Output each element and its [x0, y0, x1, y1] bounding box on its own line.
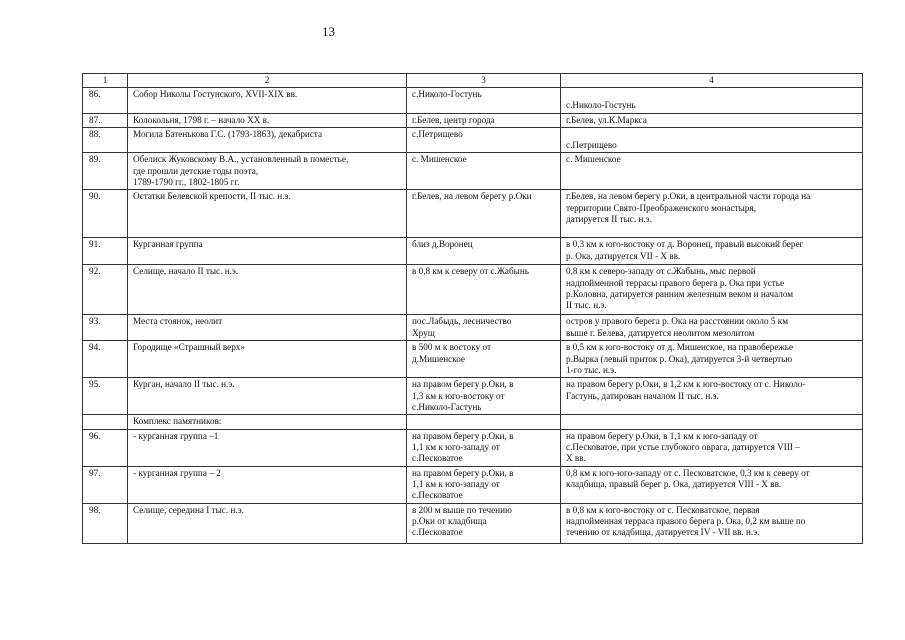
row-number-cell: 92.: [83, 265, 128, 315]
row-number-cell: 93.: [83, 315, 128, 341]
header-cell-4: 4: [561, 74, 863, 88]
location-cell: [407, 415, 561, 429]
table-row: [83, 238, 863, 265]
monument-name-cell: Городище «Страшный верх»: [128, 341, 407, 378]
table-row: [83, 378, 863, 415]
description-cell: на правом берегу р.Оки, в 1,2 км к юго-востоку от с. Николо- Гастунь, датирован началом II тыс. н.э.: [561, 378, 863, 415]
table-header-row: [83, 74, 863, 88]
monument-name-cell: - курганная группа –1: [128, 429, 407, 466]
row-number-cell: 94.: [83, 341, 128, 378]
table-row: [83, 341, 863, 378]
monument-name-cell: Места стоянок, неолит: [128, 315, 407, 341]
location-cell: на правом берегу р.Оки, в 1,3 км к юго-востоку от с.Николо-Гастунь: [407, 378, 561, 415]
table-row: [83, 466, 863, 503]
description-cell: с.Петрищево: [561, 127, 863, 153]
monument-name-cell: Комплекс памятников:: [128, 415, 407, 429]
monument-name-cell: Курганная группа: [128, 238, 407, 265]
description-cell: остров у правого берега р. Ока на расстоянии около 5 км выше г. Белева, датируется неолитом мезолитом: [561, 315, 863, 341]
row-number-cell: 89.: [83, 153, 128, 190]
location-cell: в 200 м выше по течению р.Оки от кладбища с.Песковатое: [407, 503, 561, 543]
description-cell: г.Белев, на левом берегу р.Оки, в центральной части города на территории Свято-Преображенского монастыря, датируется II тыс. н.э.: [561, 190, 863, 238]
row-number-cell: 91.: [83, 238, 128, 265]
description-cell: в 0,5 км к юго-востоку от д. Мишенское, на правобережье р.Вырка (левый приток р. Ока), датируется 3-й четвертью 1-го тыс. н.э.: [561, 341, 863, 378]
table-row: [83, 88, 863, 114]
page-number: 13: [322, 24, 335, 39]
location-cell: на правом берегу р.Оки, в 1,1 км к юго-западу от с.Песковатое: [407, 429, 561, 466]
description-cell: 0,8 км к северо-западу от с.Жабынь, мыс первой надпойменной террасы правого берега р. Ока при устье р.Коловна, датируется ранним железным веком и началом II тыс. н.э.: [561, 265, 863, 315]
monument-name-cell: Собор Николы Гостунского, XVII-XIX вв.: [128, 88, 407, 114]
monument-name-cell: Колокольня, 1798 г. – начало XX в.: [128, 113, 407, 127]
location-cell: с. Мишенское: [407, 153, 561, 190]
location-cell: на правом берегу р.Оки, в 1,1 км к юго-западу от с.Песковатое: [407, 466, 561, 503]
monuments-table: [82, 73, 863, 544]
description-cell: 0,8 км к юго-юго-западу от с. Песковатское, 0,3 км к северу от кладбища, правый берег р. Ока, датируется VIII - X вв.: [561, 466, 863, 503]
header-cell-3: 3: [407, 74, 561, 88]
table-row: [83, 127, 863, 153]
table-row: [83, 315, 863, 341]
table-body: [83, 74, 863, 544]
table-row: [83, 265, 863, 315]
monument-name-cell: Могила Батенькова Г.С. (1793-1863), декабриста: [128, 127, 407, 153]
table-row: [83, 429, 863, 466]
monument-name-cell: Селище, начало II тыс. н.э.: [128, 265, 407, 315]
location-cell: пос.Лабыдь, лесничество Хрущ: [407, 315, 561, 341]
row-number-cell: 95.: [83, 378, 128, 415]
header-cell-1: 1: [83, 74, 128, 88]
row-number-cell: 86.: [83, 88, 128, 114]
location-cell: в 0,8 км к северу от с.Жабынь: [407, 265, 561, 315]
monument-name-cell: - курганная группа – 2: [128, 466, 407, 503]
description-cell: в 0,3 км к юго-востоку от д. Воронец, правый высокий берег р. Ока, датируется VII - X вв.: [561, 238, 863, 265]
description-cell: с.Николо-Гостунь: [561, 88, 863, 114]
description-cell: с. Мишенское: [561, 153, 863, 190]
description-cell: [561, 415, 863, 429]
location-cell: г.Белев, на левом берегу р.Оки: [407, 190, 561, 238]
table-row: [83, 503, 863, 543]
table-row: [83, 415, 863, 429]
table-row: [83, 113, 863, 127]
header-cell-2: 2: [128, 74, 407, 88]
description-cell: г.Белев, ул.К.Маркса: [561, 113, 863, 127]
location-cell: г.Белев, центр города: [407, 113, 561, 127]
row-number-cell: [83, 415, 128, 429]
row-number-cell: 97.: [83, 466, 128, 503]
monument-name-cell: Селище, середина I тыс. н.э.: [128, 503, 407, 543]
description-cell: в 0,8 км к юго-востоку от с. Песковатское, первая надпойменная терраса правого берега р. Ока, 0,2 км выше по течению от кладбища, датируется IV - VII вв. н.э.: [561, 503, 863, 543]
location-cell: с.Николо-Гостунь: [407, 88, 561, 114]
row-number-cell: 87.: [83, 113, 128, 127]
row-number-cell: 98.: [83, 503, 128, 543]
row-number-cell: 88.: [83, 127, 128, 153]
table-row: [83, 153, 863, 190]
row-number-cell: 90.: [83, 190, 128, 238]
location-cell: в 500 м к востоку от д.Мишенское: [407, 341, 561, 378]
monument-name-cell: Обелиск Жуковскому В.А., установленный в поместье, где прошли детские годы поэта, 1789-1790 гг., 1802-1805 гг.: [128, 153, 407, 190]
table-row: [83, 190, 863, 238]
location-cell: с.Петрищево: [407, 127, 561, 153]
monument-name-cell: Курган, начало II тыс. н.э.: [128, 378, 407, 415]
row-number-cell: 96.: [83, 429, 128, 466]
description-cell: на правом берегу р.Оки, в 1,1 км к юго-западу от с.Песковатое, при устье глубокого оврага, датируется VIII – X вв.: [561, 429, 863, 466]
location-cell: близ д.Воронец: [407, 238, 561, 265]
monument-name-cell: Остатки Белевской крепости, II тыс. н.э.: [128, 190, 407, 238]
